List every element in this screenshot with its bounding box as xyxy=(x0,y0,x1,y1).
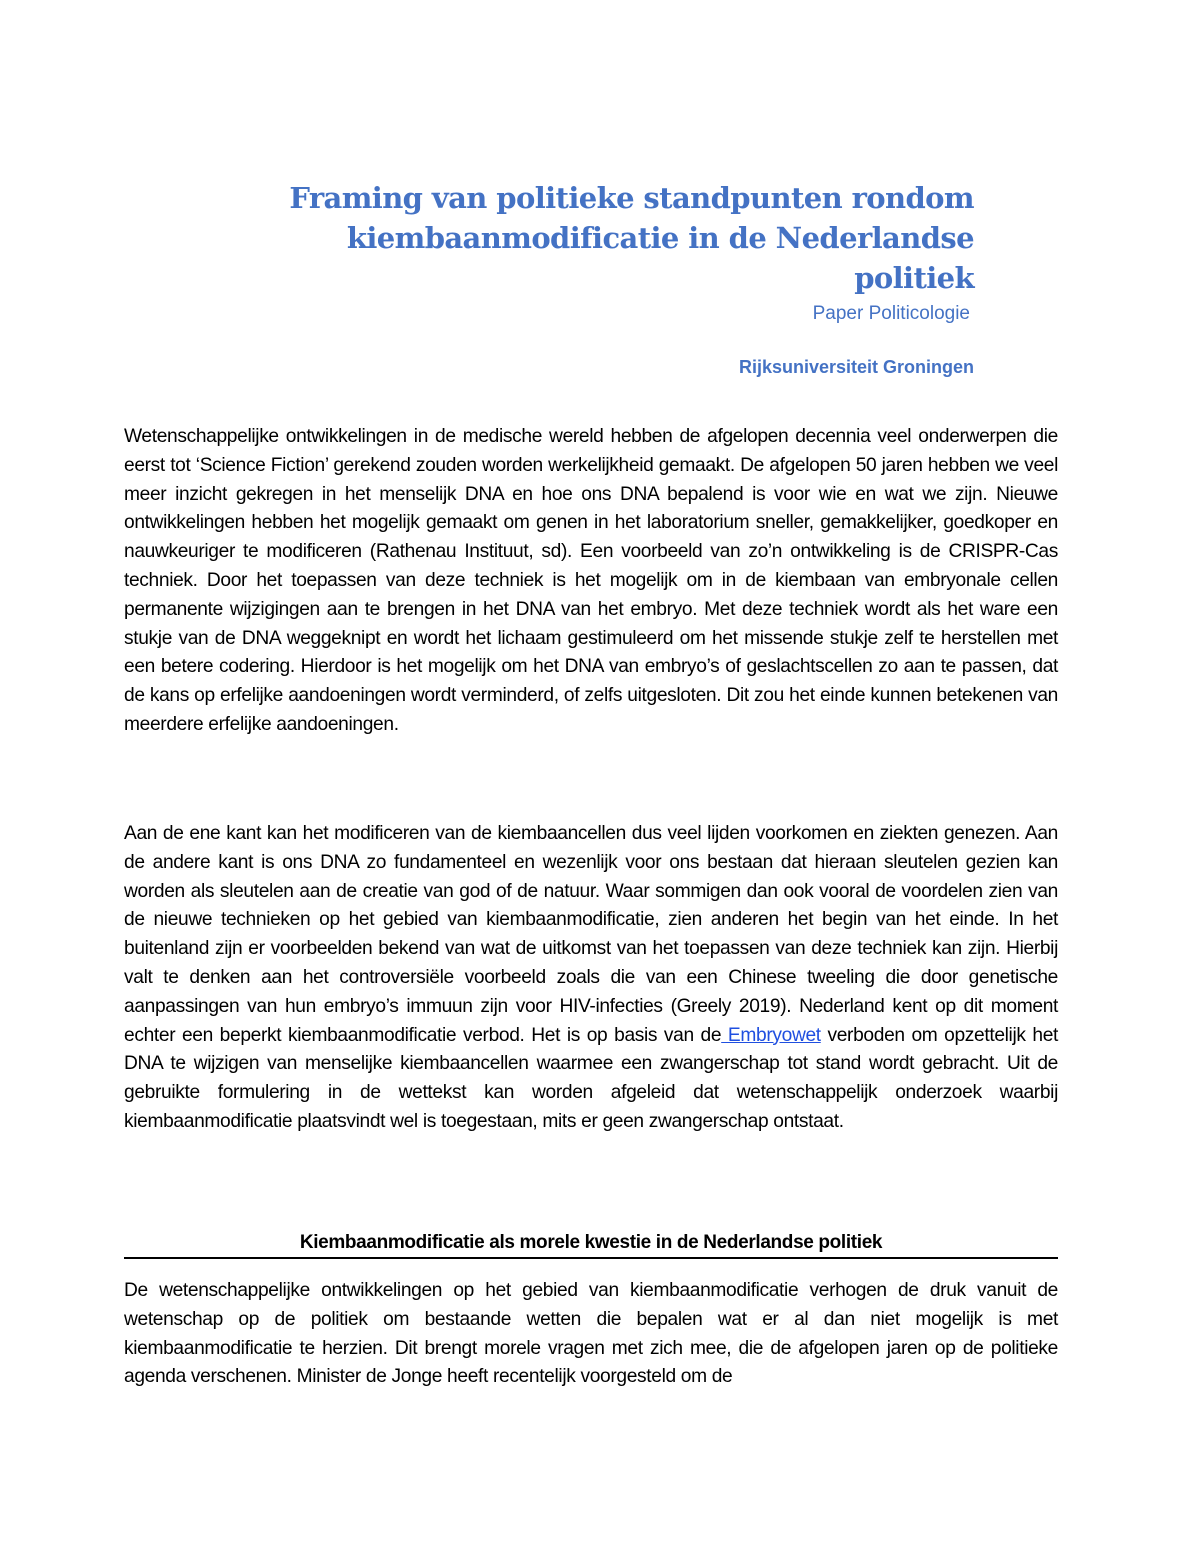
document-subtitle: Paper Politicologie xyxy=(812,303,970,324)
university-name: Rijksuniversiteit Groningen xyxy=(738,357,974,377)
document-title: Framing van politieke standpunten rondom kiembaanmodificatie in de Nederlandse politiek xyxy=(289,181,974,295)
section-heading: Kiembaanmodificatie als morele kwestie in de Nederlandse politiek xyxy=(124,1229,1058,1259)
paragraph-context-text: Aan de ene kant kan het modificeren van de kiembaancellen dus veel lijden voorkomen en ziekten genezen. Aan de andere kant is ons DNA zo fundamenteel en wezenlijk voor ons bestaan dat hieraan sleutelen gezien kan worden als sleutelen aan de creatie van god of de natuur. Waar sommigen dan ook vooral de voordelen zien van de nieuwe technieken op het gebied van kiembaanmodificatie, zien anderen het begin van het einde. In het buitenland zijn er voorbeelden bekend van wat de uitkomst van het toepassen van deze techniek kan zijn. Hierbij valt te denken aan het controversiële voorbeeld zoals die van een Chinese tweeling die door genetische aanpassingen van hun embryo’s immuun zijn voor HIV-infecties (Greely 2019). Nederland kent op dit moment echter een beperkt kiembaanmodificatie verbod. Het is op basis van de xyxy=(124,823,1058,1046)
paragraph-context-text-continued: verboden om opzettelijk het DNA te wijzigen van menselijke kiembaancellen waarmee een zwangerschap tot stand wordt gebracht. Uit de gebruikte formulering in de wettekst kan worden afgeleid dat wetenschappelijk onderzoek waarbij kiembaanmodificatie plaatsvindt wel is toegestaan, mits er geen zwangerschap ontstaat. xyxy=(124,1024,1058,1132)
embryowet-link[interactable]: Embryowet xyxy=(721,1024,821,1046)
title-block xyxy=(240,178,974,379)
paragraph-context xyxy=(124,820,1058,1137)
paragraph-intro: Wetenschappelijke ontwikkelingen in de medische wereld hebben de afgelopen decennia veel onderwerpen die eerst tot ‘Science Fiction’ gerekend zouden worden werkelijkheid gemaakt. De afgelopen 50 jaren hebben we veel meer inzicht gekregen in het menselijk DNA en hoe ons DNA bepalend is voor wie en wat we zijn. Nieuwe ontwikkelingen hebben het mogelijk gemaakt om genen in het laboratorium sneller, gemakkelijker, goedkoper en nauwkeuriger te modificeren (Rathenau Instituut, sd). Een voorbeeld van zo’n ontwikkeling is de CRISPR-Cas techniek. Door het toepassen van deze techniek is het mogelijk om in de kiembaan van embryonale cellen permanente wijzigingen aan te brengen in het DNA van het embryo. Met deze techniek wordt als het ware een stukje van de DNA weggeknipt en wordt het lichaam gestimuleerd om het missende stukje zelf te herstellen met een betere codering. Hierdoor is het mogelijk om het DNA van embryo’s of geslachtscellen zo aan te passen, dat de kans op erfelijke aandoeningen wordt verminderd, of zelfs uitgesloten. Dit zou het einde kunnen betekenen van meerdere erfelijke aandoeningen. xyxy=(124,426,1058,735)
paragraph-moral-question: De wetenschappelijke ontwikkelingen op het gebied van kiembaanmodificatie verhogen de druk vanuit de wetenschap op de politiek om bestaande wetten die bepalen wat er al dan niet mogelijk is met kiembaanmodificatie te herzien. Dit brengt morele vragen met zich mee, die de afgelopen jaren op de politieke agenda verschenen. Minister de Jonge heeft recentelijk voorgesteld om de xyxy=(124,1280,1058,1388)
